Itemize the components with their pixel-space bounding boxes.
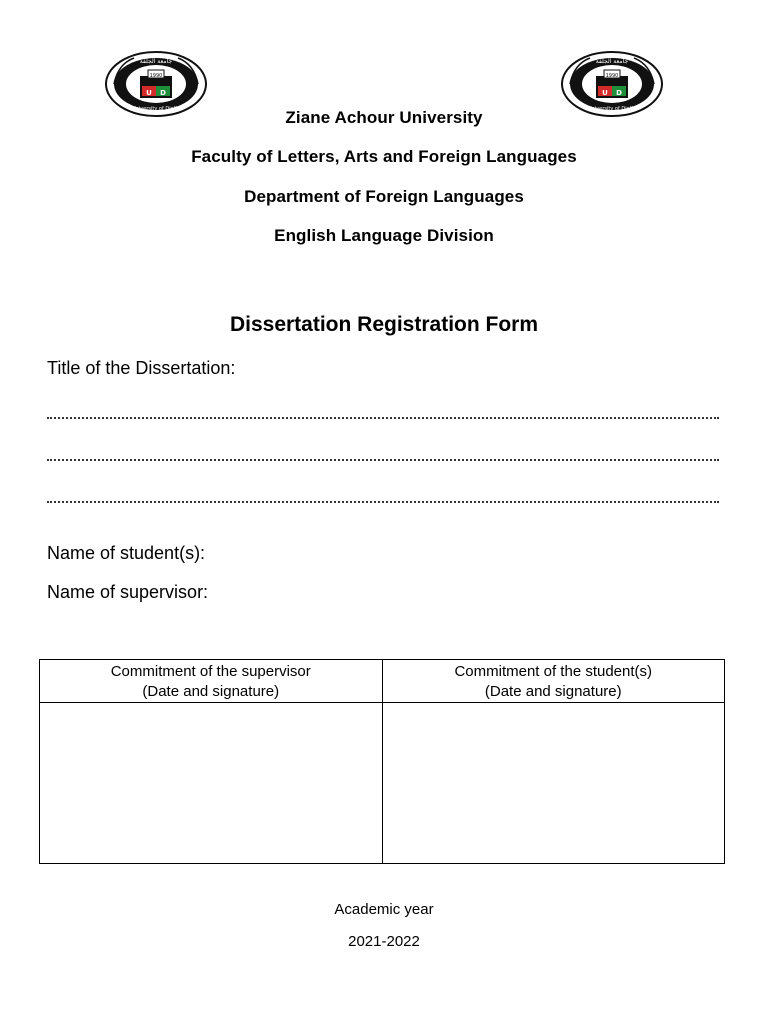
student-signature-cell[interactable] bbox=[382, 703, 725, 864]
commitment-table bbox=[39, 659, 725, 864]
logo-arabic-text: جامعة الجلفة bbox=[139, 58, 173, 65]
student-commitment-header bbox=[382, 660, 725, 703]
supervisor-commitment-header bbox=[40, 660, 383, 703]
logo-english-text: University of Djelfa bbox=[588, 106, 636, 112]
logo-year: 1990 bbox=[605, 73, 619, 79]
logo-letter-d: D bbox=[160, 89, 166, 97]
logo-arabic-text: جامعة الجلفة bbox=[595, 58, 629, 65]
department-name: Department of Foreign Languages bbox=[244, 187, 524, 206]
logo-letter-u: U bbox=[146, 89, 152, 97]
dissertation-title-label: Title of the Dissertation: bbox=[47, 358, 236, 378]
table-signature-row bbox=[40, 703, 725, 864]
faculty-name: Faculty of Letters, Arts and Foreign Languages bbox=[191, 147, 577, 166]
dissertation-title-line-2[interactable] bbox=[47, 459, 719, 461]
supervisor-signature-cell[interactable] bbox=[40, 703, 383, 864]
table-header-row bbox=[40, 660, 725, 703]
academic-year-label: Academic year bbox=[334, 901, 434, 918]
supervisor-commitment-title: Commitment of the supervisor bbox=[110, 663, 311, 680]
supervisor-commitment-subtitle: (Date and signature) bbox=[142, 683, 280, 700]
logo-year: 1990 bbox=[149, 73, 163, 79]
logo-english-text: University of Djelfa bbox=[132, 106, 180, 112]
university-name: Ziane Achour University bbox=[285, 108, 483, 127]
student-commitment-subtitle: (Date and signature) bbox=[484, 683, 622, 700]
division-name: English Language Division bbox=[274, 226, 494, 245]
dissertation-title-line-3[interactable] bbox=[47, 501, 719, 503]
supervisor-name-label: Name of supervisor: bbox=[47, 582, 209, 602]
logo-letter-d: D bbox=[616, 89, 622, 97]
student-commitment-title: Commitment of the student(s) bbox=[454, 663, 653, 680]
dissertation-title-line-1[interactable] bbox=[47, 417, 719, 419]
form-title: Dissertation Registration Form bbox=[229, 313, 539, 336]
academic-year-value: 2021-2022 bbox=[348, 933, 420, 950]
student-name-label: Name of student(s): bbox=[47, 543, 206, 563]
logo-letter-u: U bbox=[602, 89, 608, 97]
